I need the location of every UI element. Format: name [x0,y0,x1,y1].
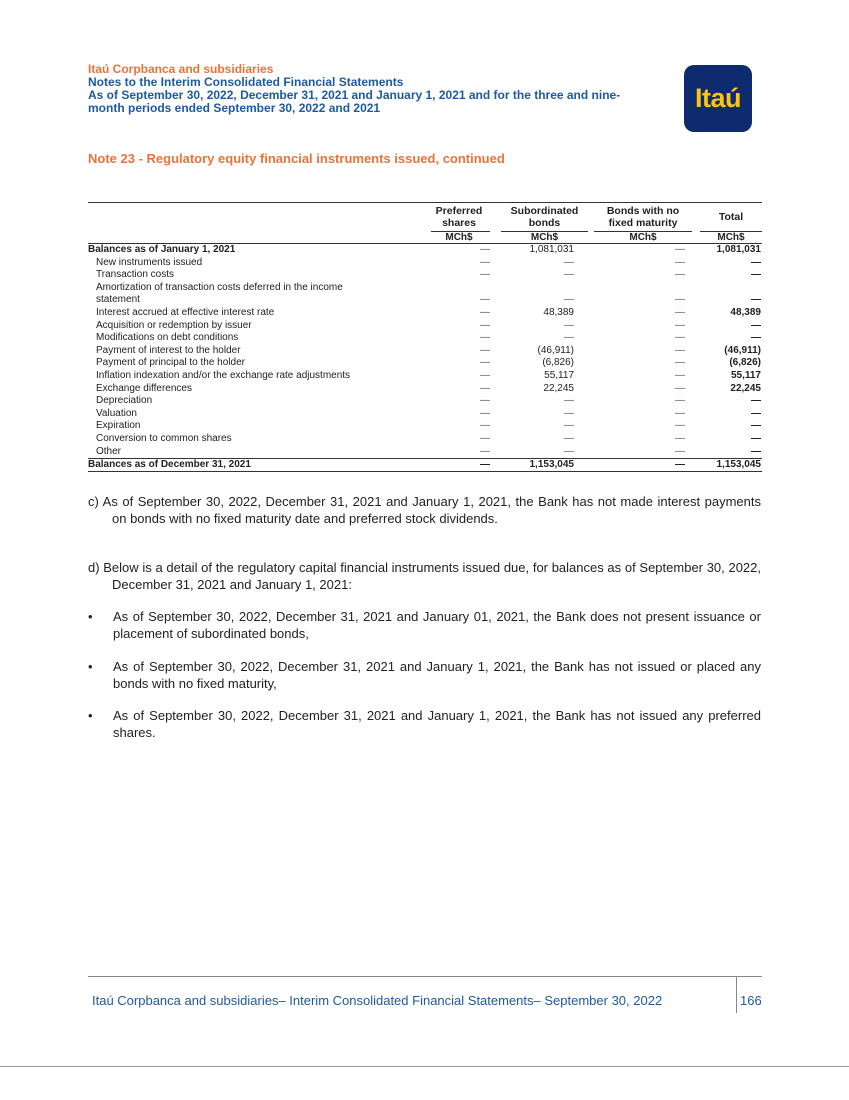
cell-no-maturity: — [675,357,685,369]
col-header-line: fixed maturity [608,217,678,229]
cell-no-maturity: — [675,344,685,356]
cell-no-maturity: — [675,459,685,471]
table-top-rule [88,202,762,203]
cell-subordinated: — [564,269,574,281]
cell-preferred: — [480,407,490,419]
period-line-1: As of September 30, 2022, December 31, 2021 and January 1, 2021 and for the three and nine- [88,88,621,102]
document-header [88,63,668,115]
row-label: Payment of interest to the holder [96,344,241,356]
page-number: 166 [740,993,762,1008]
cell-no-maturity: — [675,319,685,331]
cell-total: — [751,269,761,281]
unit-label: MCh$ [445,232,473,243]
cell-total: 1,153,045 [716,459,761,471]
cell-preferred: — [480,382,490,394]
footer-text: Itaú Corpbanca and subsidiaries– Interim Consolidated Financial Statements– September 30, 2022 [92,993,663,1008]
bullet-item [88,609,761,642]
bullet-text: As of September 30, 2022, December 31, 2021 and January 1, 2021, the Bank has not issued or placed any bonds with no fixed maturity, [113,659,761,691]
cell-no-maturity: — [675,244,685,255]
row-label: Amortization of transaction costs deferred in the income statement [96,281,343,305]
cell-preferred: — [480,459,490,471]
row-label: Exchange differences [96,382,192,394]
footer-rule [88,976,762,977]
table-row-closing-balance [88,458,762,472]
cell-total: — [751,294,761,306]
cell-preferred: — [480,344,490,356]
cell-total: (46,911) [724,344,761,356]
cell-subordinated: 1,081,031 [529,244,574,255]
cell-subordinated: — [564,395,574,407]
row-label: Balances as of January 1, 2021 [88,244,236,255]
table-row [88,320,762,333]
cell-total: — [751,332,761,344]
cell-total: 22,245 [730,382,761,394]
row-label: Transaction costs [96,269,174,281]
cell-preferred: — [480,319,490,331]
row-label: Payment of principal to the holder [96,357,245,369]
footer-separator [736,976,737,1013]
table-row [88,395,762,408]
period-line-2: month periods ended September 30, 2022 and 2021 [88,101,381,115]
paragraph-c-text: c) As of September 30, 2022, December 31, 2021 and January 1, 2021, the Bank has not made interest payments on bonds with no fixed maturity date and preferred stock dividends. [88,494,761,526]
cell-total: — [751,420,761,432]
cell-subordinated: — [564,256,574,268]
row-label: New instruments issued [96,256,203,268]
bullet-text: As of September 30, 2022, December 31, 2021 and January 01, 2021, the Bank does not present issuance or placement of subordinated bonds, [113,609,761,641]
cell-total: 1,081,031 [716,244,761,255]
table-row [88,446,762,459]
cell-preferred: — [480,357,490,369]
cell-no-maturity: — [675,407,685,419]
cell-subordinated: — [564,294,574,306]
cell-subordinated: — [564,445,574,457]
cell-no-maturity: — [675,269,685,281]
cell-preferred: — [480,269,490,281]
cell-total: 48,389 [730,306,761,318]
col-header-preferred-shares [428,205,490,229]
cell-preferred: — [480,294,490,306]
row-label: Modifications on debt conditions [96,332,239,344]
cell-total: — [751,395,761,407]
cell-preferred: — [480,445,490,457]
table-row [88,408,762,421]
cell-subordinated: — [564,407,574,419]
cell-no-maturity: — [675,395,685,407]
cell-subordinated: — [564,319,574,331]
bullet-item [88,708,761,741]
cell-no-maturity: — [675,420,685,432]
statement-title: Notes to the Interim Consolidated Financial Statements [88,75,404,89]
table-row-opening-balance [88,244,762,257]
cell-subordinated: (46,911) [537,344,574,356]
bullet-icon: • [88,708,93,723]
cell-subordinated: — [564,432,574,444]
unit-label: MCh$ [717,232,745,243]
bullet-icon: • [88,609,93,624]
table-row [88,345,762,358]
row-label: Depreciation [96,395,153,407]
cell-total: — [751,319,761,331]
cell-total: (6,826) [729,357,761,369]
cell-subordinated: — [564,332,574,344]
paragraph-d-text: d) Below is a detail of the regulatory capital financial instruments issued due, for balances as of September 30, 2022, December 31, 2021 and January 1, 2021: [88,560,761,592]
cell-no-maturity: — [675,306,685,318]
col-header-total [700,211,762,223]
cell-preferred: — [480,256,490,268]
col-header-line: Subordinated [510,205,579,217]
cell-preferred: — [480,332,490,344]
row-label: Balances as of December 31, 2021 [88,459,251,471]
cell-no-maturity: — [675,256,685,268]
unit-label: MCh$ [629,232,657,243]
cell-no-maturity: — [675,382,685,394]
row-label: Acquisition or redemption by issuer [96,319,252,331]
table-row [88,307,762,320]
cell-no-maturity: — [675,432,685,444]
cell-total: — [751,256,761,268]
cell-total: 55,117 [730,369,761,381]
cell-preferred: — [480,420,490,432]
table-row [88,420,762,433]
cell-preferred: — [480,306,490,318]
table-row [88,383,762,396]
cell-subordinated: (6,826) [542,357,574,369]
page-bottom-rule [0,1066,849,1067]
table-body [88,244,762,472]
cell-total: — [751,445,761,457]
col-header-line: shares [442,217,476,229]
bullet-text: As of September 30, 2022, December 31, 2021 and January 1, 2021, the Bank has not issued any preferred shares. [113,708,761,740]
col-header-line: Bonds with no [606,205,680,217]
bullet-item [88,659,761,692]
table-row [88,433,762,446]
table-row [88,269,762,282]
cell-no-maturity: — [675,332,685,344]
table-row [88,370,762,383]
paragraph-c [88,494,761,527]
row-label: Interest accrued at effective interest rate [96,306,275,318]
row-label: Inflation indexation and/or the exchange rate adjustments [96,369,351,381]
cell-total: — [751,432,761,444]
itau-logo [684,65,752,132]
note-title: Note 23 - Regulatory equity financial instruments issued, continued [88,151,505,166]
table-row [88,282,762,307]
cell-no-maturity: — [675,445,685,457]
paragraph-d [88,560,761,593]
col-header-subordinated-bonds [501,205,588,229]
cell-subordinated: — [564,420,574,432]
bullet-icon: • [88,659,93,674]
cell-preferred: — [480,244,490,255]
unit-label: MCh$ [530,232,559,243]
row-label: Expiration [96,420,141,432]
cell-no-maturity: — [675,294,685,306]
col-header-line: Preferred [435,205,483,217]
col-header-line: Total [718,211,744,223]
logo-text: Itaú [694,83,741,113]
cell-subordinated: 1,153,045 [529,459,574,471]
cell-preferred: — [480,432,490,444]
cell-total: — [751,407,761,419]
table-row [88,357,762,370]
col-header-line: bonds [528,217,561,229]
row-label: Valuation [96,407,137,419]
cell-no-maturity: — [675,369,685,381]
col-header-bonds-no-fixed-maturity [591,205,695,229]
cell-preferred: — [480,369,490,381]
table-row [88,257,762,270]
cell-subordinated: 55,117 [544,369,574,381]
table-row [88,332,762,345]
cell-preferred: — [480,395,490,407]
company-name: Itaú Corpbanca and subsidiaries [88,62,274,76]
row-label: Conversion to common shares [96,432,232,444]
cell-subordinated: 22,245 [543,382,574,394]
row-label: Other [96,445,122,457]
cell-subordinated: 48,389 [543,306,574,318]
